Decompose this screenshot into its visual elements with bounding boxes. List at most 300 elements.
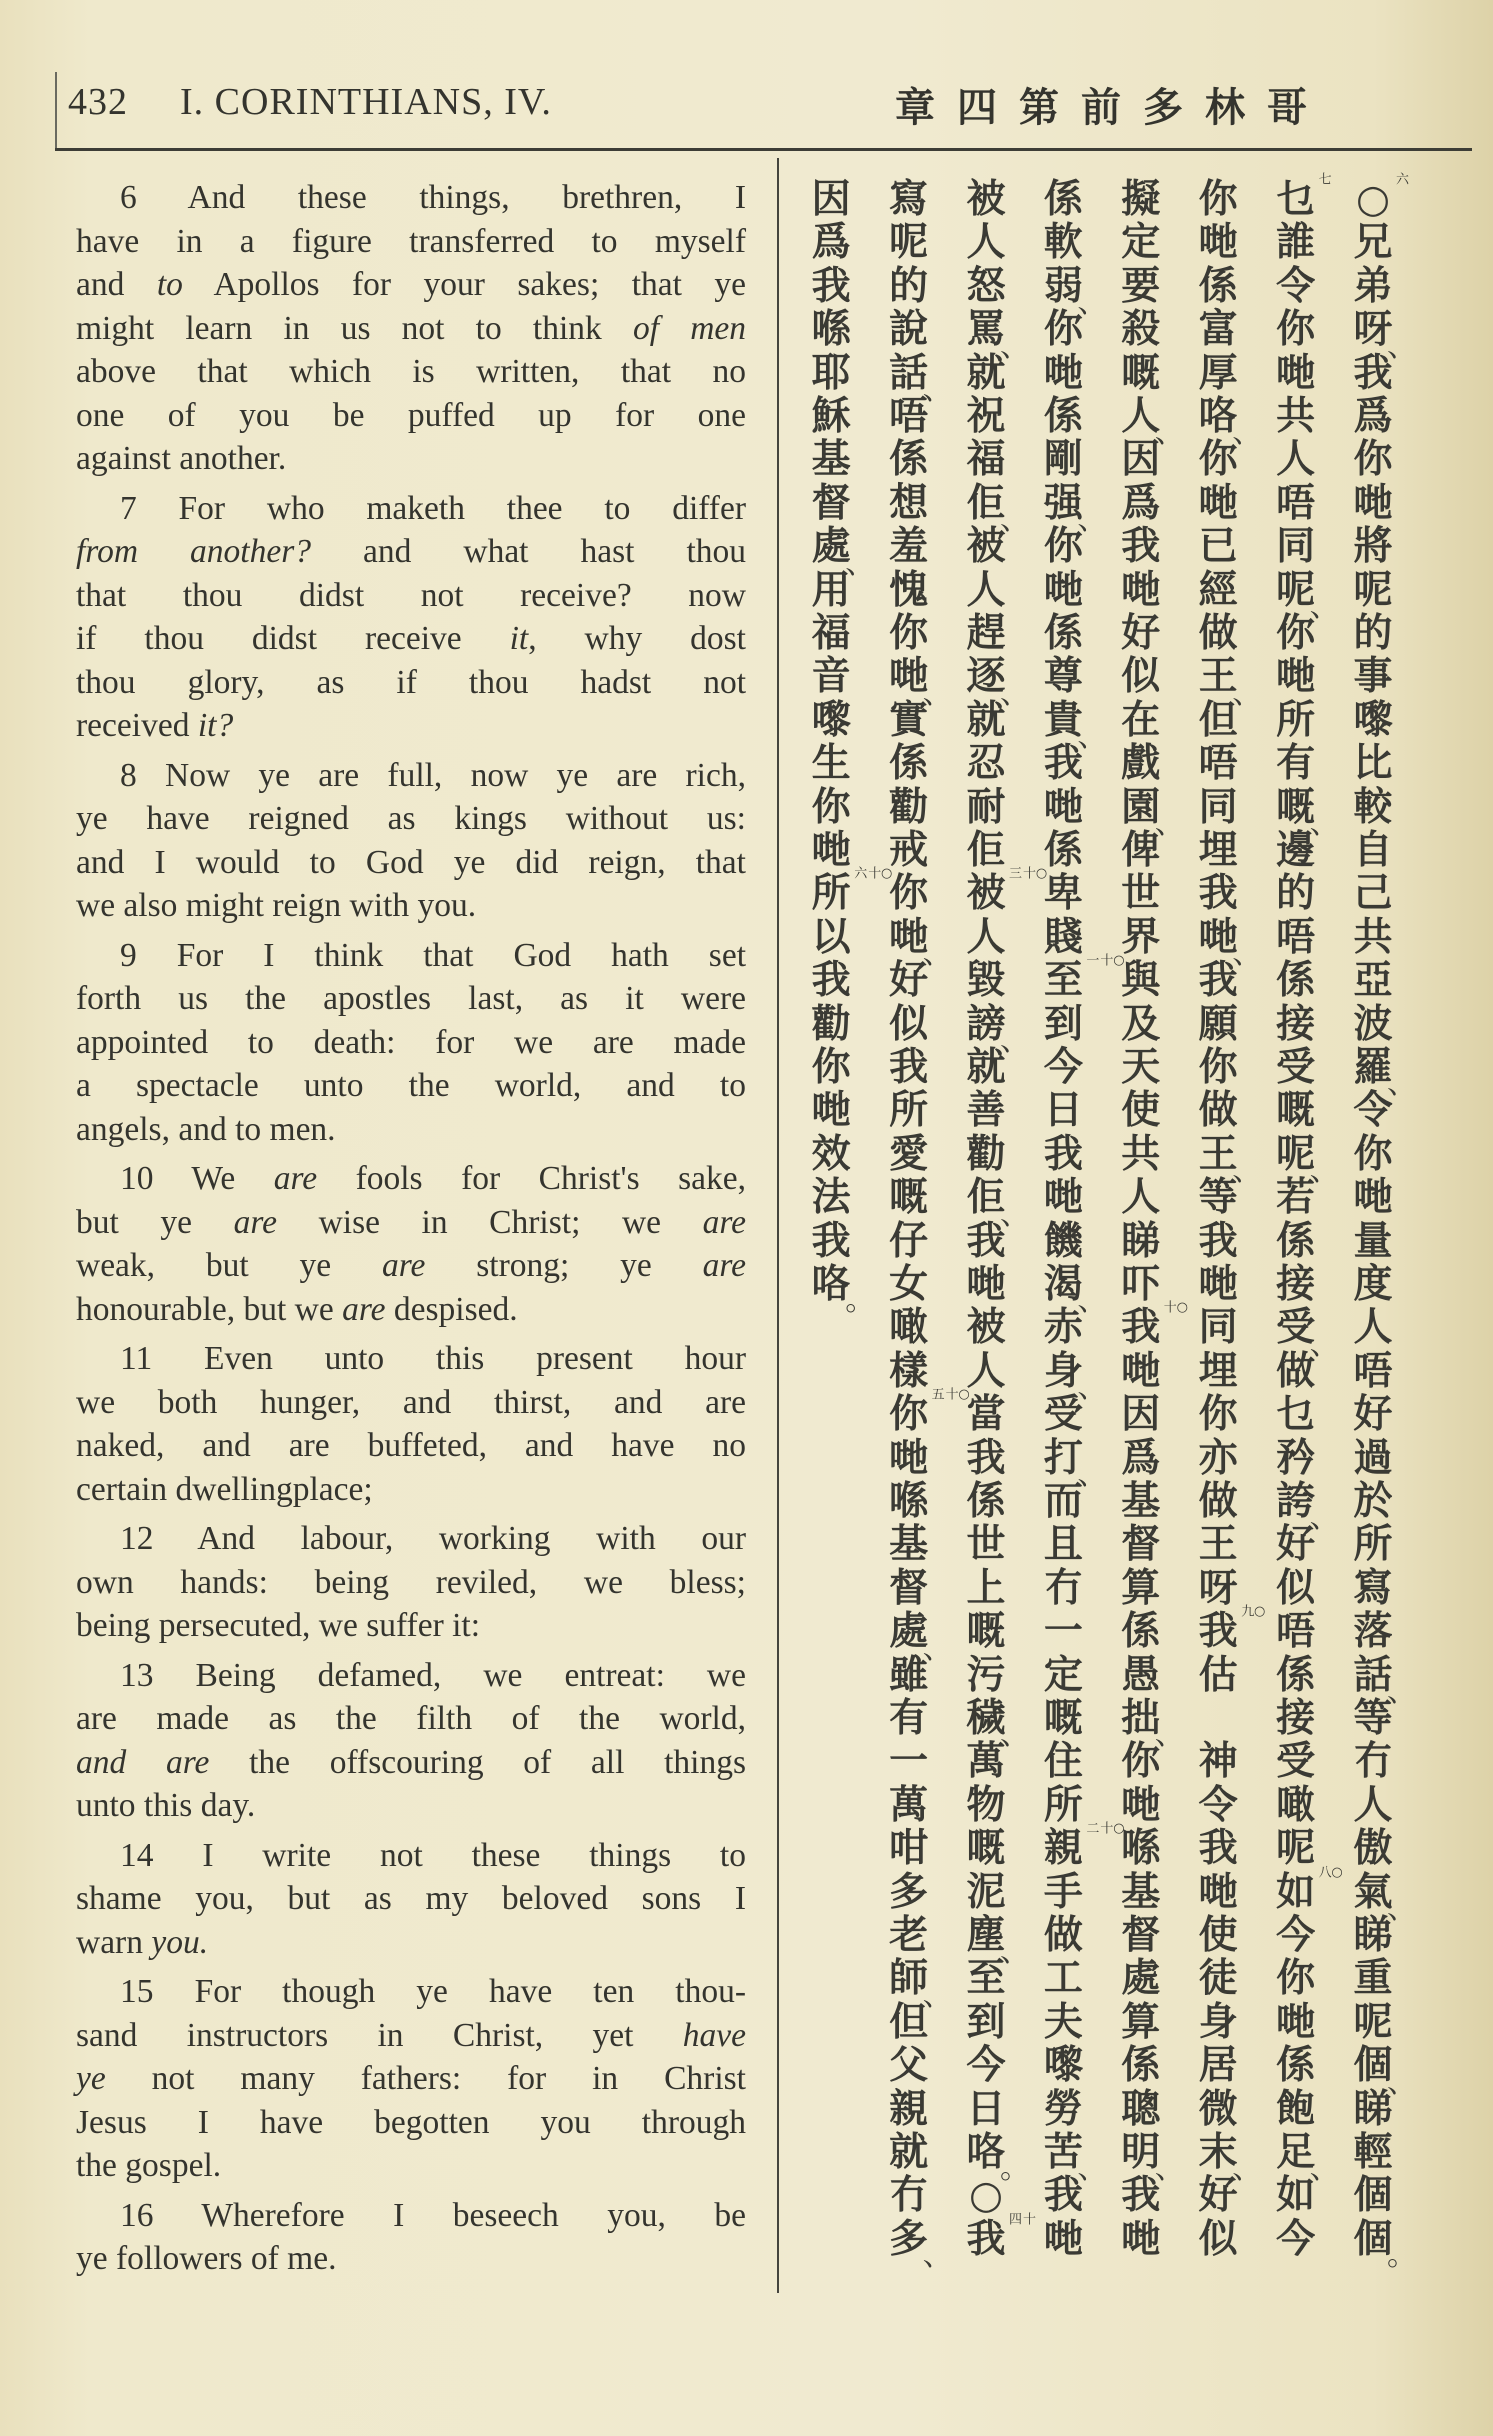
chinese-character: ○: [968, 2173, 1004, 2219]
italic-text: to: [156, 266, 183, 303]
chinese-character: 輕: [1353, 2130, 1393, 2175]
verse-line: naked, and are buffeted, and have no: [76, 1427, 746, 1464]
comma-mark: 、: [1077, 285, 1108, 321]
comma-mark: 、: [1387, 1066, 1417, 1102]
chinese-character: 咯: [1198, 394, 1238, 439]
chinese-character: 嘅: [1121, 350, 1161, 396]
chinese-character: 怒: [966, 263, 1006, 309]
text-run: fools for Christ's sake,: [317, 1160, 747, 1197]
chinese-character: 你: [889, 611, 929, 656]
chinese-character: 呢: [1353, 1999, 1393, 2045]
verse-line: a spectacle unto the world, and to: [76, 1067, 746, 1104]
verse-line: are made as the filth of the world,: [76, 1700, 746, 1737]
chinese-character: 嚟: [1043, 2043, 1083, 2089]
chinese-character: 若: [1276, 1175, 1316, 1221]
chinese-character: 令: [1353, 1088, 1393, 1134]
chinese-character: 哋: [1198, 914, 1238, 960]
chinese-character: 嚟: [1353, 697, 1393, 743]
chinese-character: 神: [1198, 1739, 1238, 1785]
chinese-character: 哋: [1198, 1869, 1238, 1915]
chinese-character: 受: [1276, 1739, 1316, 1785]
chinese-character: 冇: [1353, 1739, 1393, 1785]
chinese-character: 做: [1276, 1348, 1316, 1394]
chinese-character: 個: [1353, 2043, 1393, 2089]
verse-number-marker: ○八: [1315, 1864, 1345, 1880]
running-title-chinese: 章四第前多林哥: [895, 85, 1329, 131]
text-run: sand instructors in Christ, yet: [76, 2016, 683, 2054]
comma-mark: 、: [1232, 1153, 1263, 1189]
chinese-character: 我: [1121, 524, 1161, 570]
chinese-character: 身: [1043, 1348, 1083, 1394]
chinese-character: 說: [889, 307, 929, 353]
verse-number-marker: ○十二: [1083, 1821, 1127, 1837]
chinese-character: 想: [889, 480, 929, 526]
verse-line: we both hunger, and thirst, and are: [76, 1383, 746, 1421]
chinese-character: 王: [1198, 1522, 1238, 1568]
chinese-character: 基: [811, 437, 851, 483]
chinese-character: 赤: [1043, 1305, 1083, 1351]
chinese-character: 今: [1276, 1913, 1316, 1958]
chinese-character: 我: [811, 1218, 851, 1264]
chinese-character: 哋: [889, 1435, 929, 1481]
chinese-character: 賤: [1043, 914, 1083, 960]
chinese-character: 誰: [1276, 220, 1316, 266]
italic-text: are: [342, 1290, 386, 1328]
italic-text: are: [233, 1203, 277, 1241]
chinese-character: 佢: [966, 1175, 1006, 1221]
period-mark: 。: [1000, 2151, 1030, 2187]
chinese-character: 埋: [1198, 1348, 1238, 1394]
comma-mark: 、: [922, 1977, 953, 2013]
chinese-character: 師: [889, 1956, 929, 2002]
chinese-character: 亦: [1198, 1435, 1238, 1481]
italic-text: are: [702, 1247, 746, 1284]
chinese-character: 噉: [889, 1305, 929, 1351]
chinese-character: 女: [889, 1262, 929, 1307]
chinese-character: 係: [889, 437, 929, 483]
verse-number-marker: 十四: [1006, 2211, 1035, 2225]
chinese-character: 哋: [1198, 220, 1238, 266]
chinese-character: 唔: [1276, 914, 1316, 960]
chinese-character: 已: [1198, 524, 1238, 570]
chinese-character: 等: [1198, 1175, 1238, 1221]
comma-mark: 、: [1077, 502, 1108, 538]
chinese-character: 人: [1353, 1782, 1393, 1828]
chinese-character: 咁: [889, 1826, 929, 1872]
chinese-character: 好: [1353, 1392, 1393, 1438]
chinese-character: 哋: [1276, 1999, 1316, 2045]
chinese-character: 個: [1353, 2216, 1393, 2262]
chinese-character: 末: [1198, 2130, 1238, 2175]
chinese-character: 等: [1353, 1696, 1393, 1741]
italic-text: from another?: [76, 533, 312, 570]
comma-mark: 、: [1154, 806, 1185, 841]
chinese-character: 你: [1353, 1131, 1393, 1177]
chinese-character: 所: [1043, 1782, 1083, 1828]
chinese-character: 同: [1276, 524, 1316, 570]
chinese-character: 當: [966, 1392, 1006, 1438]
chinese-character: 多: [889, 2216, 929, 2262]
verse-line: that thou didst not receive? now: [76, 576, 746, 614]
chinese-character: 我: [811, 958, 851, 1004]
comma-mark: 、: [1232, 936, 1263, 972]
chinese-character: 我: [1043, 741, 1083, 787]
chinese-character: 愧: [889, 567, 929, 613]
chinese-character: 我: [889, 1045, 929, 1090]
comma-mark: 、: [1309, 1153, 1340, 1189]
chinese-character: 耐: [966, 784, 1006, 830]
chinese-character: 你: [1198, 177, 1238, 222]
text-run: strong; ye: [425, 1247, 703, 1284]
chinese-character: 有: [1276, 741, 1316, 787]
verse-line: shame you, but as my beloved sons I: [76, 1880, 746, 1917]
chinese-character: 而: [1043, 1479, 1083, 1524]
chinese-character: 逐: [966, 654, 1006, 700]
chinese-character: 爲: [811, 220, 851, 266]
chinese-character: 界: [1121, 914, 1161, 960]
verse-line: 8 Now ye are full, now ye are rich,: [120, 756, 746, 794]
chinese-character: 乜: [1276, 177, 1316, 222]
chinese-character: 微: [1198, 2086, 1238, 2132]
chinese-character: 己: [1353, 871, 1393, 917]
chinese-character: 軟: [1043, 220, 1083, 266]
chinese-character: 嘅: [966, 1826, 1006, 1872]
comma-mark: 、: [1309, 589, 1340, 624]
verse-line: 11 Even unto this present hour: [120, 1340, 746, 1377]
chinese-character: 的: [1353, 611, 1393, 656]
comma-mark: 、: [922, 1630, 953, 1666]
chinese-character: 你: [1276, 307, 1316, 353]
verse-line: against another.: [76, 440, 287, 477]
chinese-character: 唔: [1276, 480, 1316, 526]
chinese-character: 定: [1121, 220, 1161, 266]
chinese-character: 世: [1121, 871, 1161, 917]
chinese-character: 到: [1043, 1001, 1083, 1047]
text-run: warn: [76, 1923, 152, 1961]
chinese-character: 似: [889, 1001, 929, 1047]
verse-number-marker: ○十: [1160, 1300, 1190, 1316]
comma-mark: 、: [1000, 1023, 1030, 1058]
chinese-character: 呢: [1353, 567, 1393, 613]
text-run: 10 We: [120, 1160, 274, 1197]
chinese-character: 係: [1043, 177, 1083, 222]
chinese-character: 擬: [1121, 177, 1161, 222]
chinese-character: 矜: [1276, 1435, 1316, 1481]
chinese-character: 我: [1198, 871, 1238, 917]
chinese-character: 親: [889, 2086, 929, 2132]
chinese-character: 人: [1276, 437, 1316, 483]
chinese-character: [1196, 1697, 1240, 1740]
chinese-character: 園: [1121, 784, 1161, 830]
chinese-character: 萬: [966, 1739, 1006, 1785]
page-number: 432: [68, 81, 128, 123]
chinese-character: 咯: [811, 1262, 851, 1307]
chinese-character: 日: [966, 2086, 1006, 2132]
chinese-character: 過: [1353, 1435, 1393, 1481]
chinese-character: 人: [966, 914, 1006, 960]
chinese-character: 係: [1121, 2043, 1161, 2089]
comma-mark: 、: [1154, 2151, 1185, 2187]
comma-mark: 、: [1387, 328, 1417, 364]
chinese-character: 佢: [966, 828, 1006, 873]
chinese-character: 人: [1121, 1175, 1161, 1221]
chinese-character: 將: [1353, 524, 1393, 570]
chinese-character: 世: [966, 1522, 1006, 1568]
chinese-character: 較: [1353, 784, 1393, 830]
chinese-character: 人: [966, 1348, 1006, 1394]
chinese-character: 弟: [1353, 263, 1393, 309]
chinese-character: 哋: [1121, 567, 1161, 613]
text-run: weak, but ye: [76, 1247, 382, 1284]
chinese-character: 哋: [1121, 1348, 1161, 1394]
italic-text: are: [702, 1203, 747, 1241]
chinese-character: 王: [1198, 654, 1238, 700]
chinese-character: 但: [1198, 697, 1238, 743]
chinese-character: 弱: [1043, 263, 1083, 309]
chinese-character: 住: [1043, 1739, 1083, 1785]
chinese-character: 係: [1276, 1218, 1316, 1264]
chinese-character: 多: [889, 1869, 929, 1915]
chinese-character: 督: [1121, 1522, 1161, 1568]
verse-line: 13 Being defamed, we entreat: we: [120, 1656, 746, 1694]
chinese-character: 就: [966, 697, 1006, 743]
chinese-character: 飽: [1276, 2086, 1316, 2132]
chinese-character: 哋: [811, 828, 851, 873]
chinese-character: 我: [811, 263, 851, 309]
comma-mark: 、: [922, 2238, 953, 2274]
chinese-character: 督: [811, 480, 851, 526]
chinese-character: 一: [1043, 1609, 1083, 1655]
chinese-character: 共: [1121, 1131, 1161, 1177]
chinese-character: 冇: [1043, 1565, 1083, 1611]
text-run: received: [76, 707, 198, 744]
italic-text: you.: [151, 1923, 209, 1961]
chinese-character: 唔: [889, 394, 929, 439]
chinese-character: 夫: [1043, 1999, 1083, 2045]
chinese-character: 因: [1121, 1392, 1161, 1438]
chinese-character: 忍: [966, 741, 1006, 787]
chinese-character: 係: [1043, 828, 1083, 873]
chinese-character: 乜: [1276, 1392, 1316, 1438]
comma-mark: 、: [1077, 1457, 1108, 1492]
chinese-character: 呢: [889, 220, 929, 266]
chinese-character: 嘅: [966, 1609, 1006, 1655]
chinese-character: 哋: [1276, 350, 1316, 396]
text-run: honourable, but we: [76, 1290, 343, 1328]
chinese-character: 哋: [1043, 2216, 1083, 2262]
chinese-character: 穢: [966, 1696, 1006, 1741]
comma-mark: 、: [1309, 806, 1340, 841]
chinese-character: 處: [1121, 1956, 1161, 2002]
chinese-character: 我: [1198, 1218, 1238, 1264]
chinese-character: 的: [1276, 871, 1316, 917]
italic-text: ye: [76, 2060, 106, 2097]
verse-line: 6 And these things, brethren, I: [120, 179, 746, 216]
chinese-character: 哋: [811, 1088, 851, 1134]
chinese-character: 好: [889, 958, 929, 1004]
verse-number-marker: ○十一: [1083, 953, 1127, 969]
chinese-character: 處: [889, 1609, 929, 1655]
chinese-character: 如: [1276, 2173, 1316, 2219]
chinese-character: 睇: [1353, 2086, 1393, 2132]
chinese-character: 徒: [1198, 1956, 1238, 2002]
chinese-character: 哋: [1043, 1175, 1083, 1221]
chinese-character: 哋: [889, 914, 929, 960]
chinese-character: 貴: [1043, 697, 1083, 743]
chinese-character: 效: [811, 1131, 851, 1177]
verse-number-marker: ○十五: [928, 1387, 972, 1403]
chinese-character: 父: [889, 2043, 929, 2089]
chinese-character: 氣: [1353, 1869, 1393, 1915]
chinese-character: 人: [1353, 1305, 1393, 1351]
chinese-character: 福: [811, 611, 851, 656]
chinese-character: 你: [1121, 1739, 1161, 1785]
chinese-character: 污: [966, 1652, 1006, 1698]
verse-line: thou glory, as if thou hadst not: [76, 663, 746, 701]
chinese-character: 嘅: [1276, 1088, 1316, 1134]
chinese-character: 睇: [1353, 1913, 1393, 1958]
verse-number-marker: ○十三: [1006, 866, 1049, 882]
chinese-character: 做: [1198, 611, 1238, 656]
chinese-character: 因: [811, 177, 851, 222]
chinese-character: 就: [966, 350, 1006, 396]
chinese-character: 至: [1043, 958, 1083, 1004]
chinese-character: 呀: [1198, 1565, 1238, 1611]
chinese-character: 我: [1198, 1826, 1238, 1872]
chinese-character: 饑: [1043, 1218, 1083, 1264]
chinese-character: 生: [811, 741, 851, 787]
chinese-character: 嘅: [889, 1175, 929, 1221]
chinese-character: 係: [1276, 2043, 1316, 2089]
chinese-character: 爲: [1121, 1435, 1161, 1481]
chinese-character: 你: [1198, 437, 1238, 483]
comma-mark: 、: [1077, 1370, 1108, 1406]
chinese-character: 共: [1353, 914, 1393, 960]
chinese-character: 令: [1198, 1782, 1238, 1828]
chinese-character: 富: [1198, 307, 1238, 353]
comma-mark: 、: [1154, 1717, 1185, 1753]
chinese-character: 殺: [1121, 307, 1161, 353]
verse-line: being persecuted, we suffer it:: [76, 1607, 481, 1644]
verse-number-marker: ○十六: [851, 866, 895, 882]
chinese-character: 羅: [1353, 1045, 1393, 1090]
chinese-character: ○: [1355, 177, 1391, 222]
chinese-character: 雖: [889, 1652, 929, 1698]
chinese-character: 接: [1276, 1262, 1316, 1307]
chinese-character: 善: [966, 1088, 1006, 1134]
chinese-character: 我: [966, 1435, 1006, 1481]
chinese-character: 尊: [1043, 654, 1083, 700]
text-run: if thou didst receive: [76, 620, 510, 657]
chinese-character: 謗: [966, 1001, 1006, 1047]
chinese-character: 戒: [889, 828, 929, 873]
chinese-character: 唔: [1353, 1348, 1393, 1394]
chinese-character: 所: [1353, 1522, 1393, 1568]
comma-mark: 、: [1077, 1283, 1108, 1319]
chinese-character: 被: [966, 871, 1006, 917]
chinese-character: 哋: [1276, 654, 1316, 700]
verse-line: 9 For I think that God hath set: [120, 936, 746, 974]
chinese-character: 重: [1353, 1956, 1393, 2002]
comma-mark: 、: [922, 936, 953, 972]
chinese-character: 喺: [889, 1479, 929, 1524]
chinese-character: 哋: [1043, 350, 1083, 396]
italic-text: it?: [197, 707, 234, 744]
comma-mark: 、: [1387, 1674, 1417, 1709]
verse-line: unto this day.: [76, 1787, 256, 1824]
chinese-character: 唔: [1276, 1609, 1316, 1655]
comma-mark: 、: [1309, 1326, 1340, 1362]
chinese-character: 哋: [1121, 2216, 1161, 2262]
chinese-character: 督: [1121, 1913, 1161, 1958]
chinese-character: 好: [1121, 611, 1161, 656]
chinese-character: 令: [1276, 263, 1316, 309]
chinese-character: 我: [1198, 958, 1238, 1004]
chinese-character: 因: [1121, 437, 1161, 483]
chinese-character: 算: [1121, 1565, 1161, 1611]
chinese-character: 係: [1276, 958, 1316, 1004]
comma-mark: 、: [1077, 2151, 1108, 2187]
chinese-character: 毀: [966, 958, 1006, 1004]
chinese-character: 俾: [1121, 828, 1161, 873]
chinese-character: 人: [966, 567, 1006, 613]
chinese-character: 我: [1198, 1609, 1238, 1655]
chinese-character: 在: [1121, 697, 1161, 743]
chinese-character: 樣: [889, 1348, 929, 1394]
chinese-character: 今: [966, 2043, 1006, 2089]
chinese-character: 呢: [1276, 567, 1316, 613]
chinese-character: 接: [1276, 1001, 1316, 1047]
verse-line: have in a figure transferred to myself: [76, 222, 746, 260]
chinese-character: 你: [1276, 1956, 1316, 2002]
chinese-character: 願: [1198, 1001, 1238, 1047]
chinese-character: 似: [1276, 1565, 1316, 1611]
chinese-character: 係: [889, 741, 929, 787]
chinese-character: 福: [966, 437, 1006, 483]
chinese-character: 罵: [966, 307, 1006, 353]
chinese-character: 要: [1121, 263, 1161, 309]
chinese-character: 我: [1043, 1131, 1083, 1177]
comma-mark: 、: [1000, 502, 1030, 538]
comma-mark: 、: [1077, 719, 1108, 755]
verse-line: and I would to God ye did reign, that: [76, 843, 746, 881]
chinese-character: 話: [1353, 1652, 1393, 1698]
chinese-character: 做: [1198, 1088, 1238, 1134]
chinese-character: 睇: [1121, 1218, 1161, 1264]
running-title: I. CORINTHIANS, IV.: [180, 81, 552, 123]
chinese-character: 愛: [889, 1131, 929, 1177]
chinese-character: 寫: [889, 177, 929, 222]
verse-line: ye have reigned as kings without us:: [76, 800, 746, 837]
comma-mark: 、: [1232, 415, 1263, 451]
text-run: and what hast thou: [311, 533, 746, 570]
chinese-character: 你: [1276, 611, 1316, 656]
chinese-character: 受: [1276, 1045, 1316, 1090]
comma-mark: 、: [845, 545, 876, 581]
chinese-character: 所: [889, 1088, 929, 1134]
chinese-character: 至: [966, 1956, 1006, 2002]
chinese-character: 係: [1198, 263, 1238, 309]
chinese-character: 音: [811, 654, 851, 700]
chinese-character: 好: [1198, 2173, 1238, 2219]
chinese-character: 係: [1121, 1609, 1161, 1655]
chinese-character: 明: [1121, 2130, 1161, 2175]
comma-mark: 、: [1000, 1717, 1030, 1753]
chinese-character: 及: [1121, 1001, 1161, 1047]
chinese-character: 我: [1121, 2173, 1161, 2219]
chinese-character: 呢: [1276, 1131, 1316, 1177]
chinese-character: 波: [1353, 1001, 1393, 1047]
